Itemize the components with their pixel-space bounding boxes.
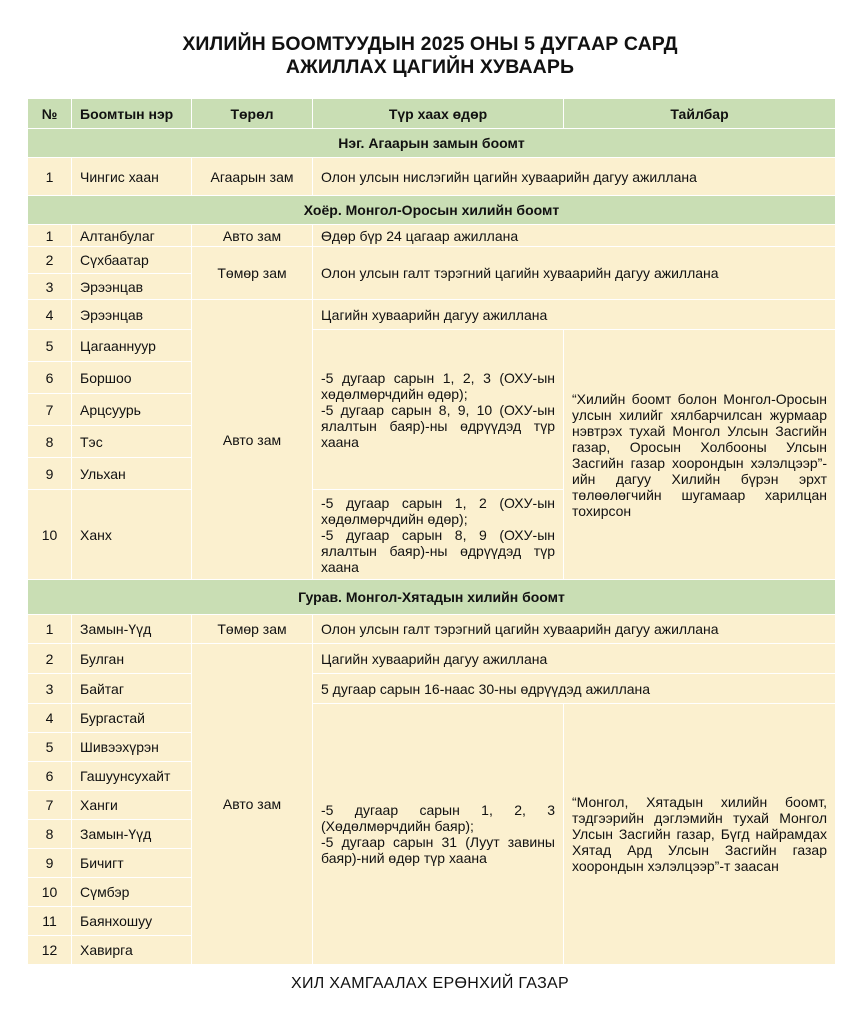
row-number: 12	[28, 936, 72, 965]
port-name: Ханги	[72, 791, 192, 820]
row-number: 9	[28, 458, 72, 490]
row-number: 5	[28, 330, 72, 362]
port-name: Замын-Үүд	[72, 615, 192, 644]
port-name: Сүмбэр	[72, 878, 192, 907]
table-row	[28, 247, 836, 274]
section-header-air	[28, 129, 836, 158]
table-row	[28, 674, 836, 704]
port-type: Авто зам	[192, 300, 313, 580]
row-number: 2	[28, 644, 72, 674]
row-number: 1	[28, 615, 72, 644]
table-row	[28, 225, 836, 247]
port-name: Алтанбулаг	[72, 225, 192, 247]
table-header-row	[28, 99, 836, 129]
closed-days-line: -5 дугаар сарын 31 (Луут завины баяр)-ний өдөр түр хаана	[321, 834, 555, 866]
row-number: 11	[28, 907, 72, 936]
schedule-text: Цагийн хуваарийн дагуу ажиллана	[313, 300, 836, 330]
closed-days-line: -5 дугаар сарын 1, 2, 3 (Хөдөлмөрчдийн баяр);	[321, 802, 555, 834]
port-name: Арцсуурь	[72, 394, 192, 426]
row-number: 6	[28, 362, 72, 394]
port-name: Байтаг	[72, 674, 192, 704]
port-name: Тэс	[72, 426, 192, 458]
port-type: Агаарын зам	[192, 158, 313, 196]
row-number: 7	[28, 791, 72, 820]
port-type: Төмөр зам	[192, 615, 313, 644]
row-number: 10	[28, 490, 72, 580]
table-row	[28, 644, 836, 674]
section-title: Нэг. Агаарын замын боомт	[28, 129, 836, 158]
row-number: 8	[28, 426, 72, 458]
port-type: Авто зам	[192, 644, 313, 965]
schedule-text: Олон улсын галт тэрэгний цагийн хуваарийн дагуу ажиллана	[313, 615, 836, 644]
port-type: Төмөр зам	[192, 247, 313, 300]
port-name: Замын-Үүд	[72, 820, 192, 849]
row-number: 4	[28, 300, 72, 330]
title-line-2: АЖИЛЛАХ ЦАГИЙН ХУВААРЬ	[285, 56, 575, 78]
schedule-text: 5 дугаар сарын 16-наас 30-ны өдрүүдэд ажиллана	[313, 674, 836, 704]
row-number: 1	[28, 225, 72, 247]
table-row	[28, 158, 836, 196]
section-title: Хоёр. Монгол-Оросын хилийн боомт	[28, 196, 836, 225]
table-row	[28, 300, 836, 330]
port-name: Боршоо	[72, 362, 192, 394]
row-number: 8	[28, 820, 72, 849]
note-text: “Хилийн боомт болон Монгол-Оросын улсын хилийг хялбарчилсан журмаар нэвтрэх тухай Монгол Улсын Засгийн газар, Оросын Холбооны Улсын Засгийн газар хоорондын хэлэлцээр”-ийн дагуу Хилийн бүрэн эрхт төлөөлөгчийн шугамаар харилцан тохирсон	[564, 330, 836, 580]
port-name: Эрээнцав	[72, 300, 192, 330]
table-row	[28, 615, 836, 644]
closed-days-text	[313, 490, 564, 580]
port-name: Баянхошуу	[72, 907, 192, 936]
port-name: Булган	[72, 644, 192, 674]
port-name: Ульхан	[72, 458, 192, 490]
row-number: 7	[28, 394, 72, 426]
row-number: 9	[28, 849, 72, 878]
closed-days-text	[313, 704, 564, 965]
port-name: Шивээхүрэн	[72, 733, 192, 762]
port-name: Бургастай	[72, 704, 192, 733]
row-number: 3	[28, 674, 72, 704]
table-row	[28, 704, 836, 733]
port-type: Авто зам	[192, 225, 313, 247]
column-header-type: Төрөл	[192, 99, 313, 129]
row-number: 1	[28, 158, 72, 196]
port-name: Чингис хаан	[72, 158, 192, 196]
title-line-1: ХИЛИЙН БООМТУУДЫН 2025 ОНЫ 5 ДУГААР САРД	[182, 33, 678, 55]
column-header-name: Боомтын нэр	[72, 99, 192, 129]
row-number: 4	[28, 704, 72, 733]
row-number: 10	[28, 878, 72, 907]
port-name: Сүхбаатар	[72, 247, 192, 274]
section-header-china	[28, 580, 836, 615]
row-number: 2	[28, 247, 72, 274]
port-name: Ханх	[72, 490, 192, 580]
port-name: Хавирга	[72, 936, 192, 965]
closed-days-line: -5 дугаар сарын 1, 2, 3 (ОХУ-ын хөдөлмөрчдийн өдөр);	[321, 369, 555, 402]
schedule-text: Өдөр бүр 24 цагаар ажиллана	[313, 225, 836, 247]
table-row	[28, 330, 836, 362]
port-name: Цагааннуур	[72, 330, 192, 362]
closed-days-text	[313, 330, 564, 490]
schedule-text: Олон улсын галт тэрэгний цагийн хуваарийн дагуу ажиллана	[313, 247, 836, 300]
page-title	[0, 33, 860, 79]
closed-days-line: -5 дугаар сарын 1, 2 (ОХУ-ын хөдөлмөрчдийн өдөр);	[321, 494, 555, 527]
schedule-text: Цагийн хуваарийн дагуу ажиллана	[313, 644, 836, 674]
row-number: 5	[28, 733, 72, 762]
column-header-num: №	[28, 99, 72, 129]
section-header-russia	[28, 196, 836, 225]
closed-days-line: -5 дугаар сарын 8, 9 (ОХУ-ын ялалтын баяр)-ны өдрүүдэд түр хаана	[321, 526, 555, 575]
port-name: Эрээнцав	[72, 274, 192, 300]
row-number: 3	[28, 274, 72, 300]
port-name: Бичигт	[72, 849, 192, 878]
row-number: 6	[28, 762, 72, 791]
note-text: “Монгол, Хятадын хилийн боомт, тэдгээрийн дэглэмийн тухай Монгол Улсын Засгийн газар, Бүгд найрамдах Хятад Ард Улсын Засгийн газар хоорондын хэлэлцээр”-т заасан	[564, 704, 836, 965]
port-name: Гашуунсухайт	[72, 762, 192, 791]
footer-organization: ХИЛ ХАМГААЛАХ ЕРӨНХИЙ ГАЗАР	[290, 975, 570, 992]
schedule-text: Олон улсын нислэгийн цагийн хуваарийн дагуу ажиллана	[313, 158, 836, 196]
column-header-note: Тайлбар	[564, 99, 836, 129]
section-title: Гурав. Монгол-Хятадын хилийн боомт	[28, 580, 836, 615]
column-header-closed-days: Түр хаах өдөр	[313, 99, 564, 129]
closed-days-line: -5 дугаар сарын 8, 9, 10 (ОХУ-ын ялалтын баяр)-ны өдрүүдэд түр хаана	[321, 401, 555, 450]
schedule-table	[27, 98, 836, 965]
